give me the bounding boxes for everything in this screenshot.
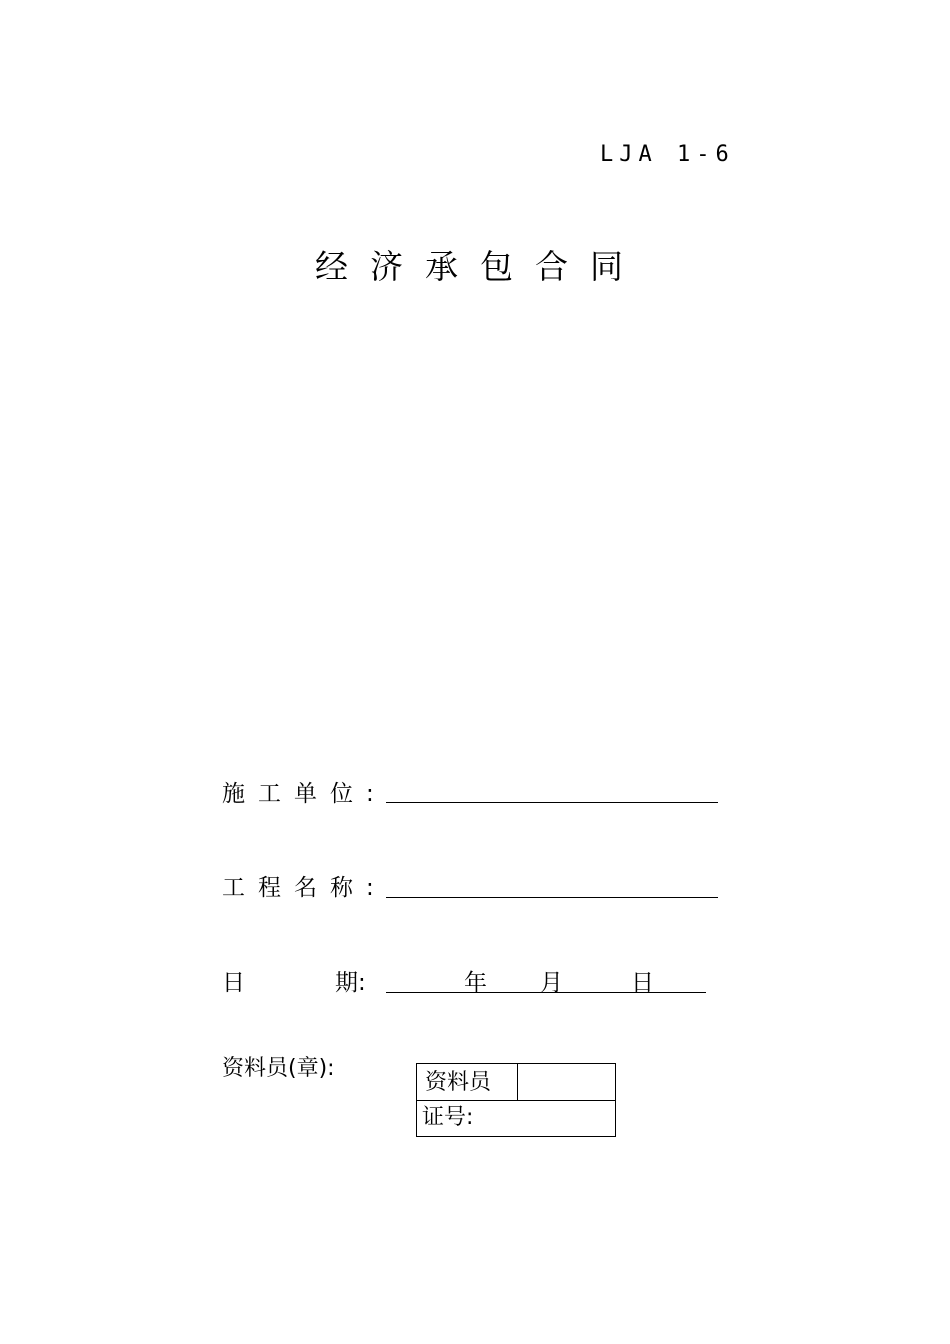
date-day-label: 日 [631, 970, 654, 996]
date-month-label: 月 [540, 970, 563, 996]
contractor-label-colon: : [366, 781, 374, 807]
project-blank-line[interactable] [386, 897, 718, 898]
contractor-blank-line[interactable] [386, 802, 718, 803]
stamp-box-name-cell[interactable] [518, 1064, 616, 1100]
clerk-stamp-box [416, 1063, 616, 1137]
stamp-box-title: 资料员 [425, 1070, 492, 1095]
stamp-box-certificate: 证号: [422, 1105, 474, 1130]
contractor-label-text: 施工单位 [222, 781, 366, 807]
date-label-second: 期: [335, 970, 366, 996]
contractor-field-label [222, 778, 374, 810]
project-label-text: 工程名称 [222, 875, 366, 901]
clerk-stamp-label: 资料员(章): [222, 1056, 335, 1081]
project-field-label [222, 872, 374, 904]
date-label-first: 日 [222, 970, 245, 996]
page-title: 经济承包合同 [315, 247, 645, 286]
project-label-colon: : [366, 875, 374, 901]
stamp-box-first-row [417, 1064, 615, 1101]
date-year-label: 年 [464, 970, 487, 996]
form-code: LJA 1-6 [600, 142, 735, 167]
date-blank-line[interactable] [386, 992, 706, 993]
